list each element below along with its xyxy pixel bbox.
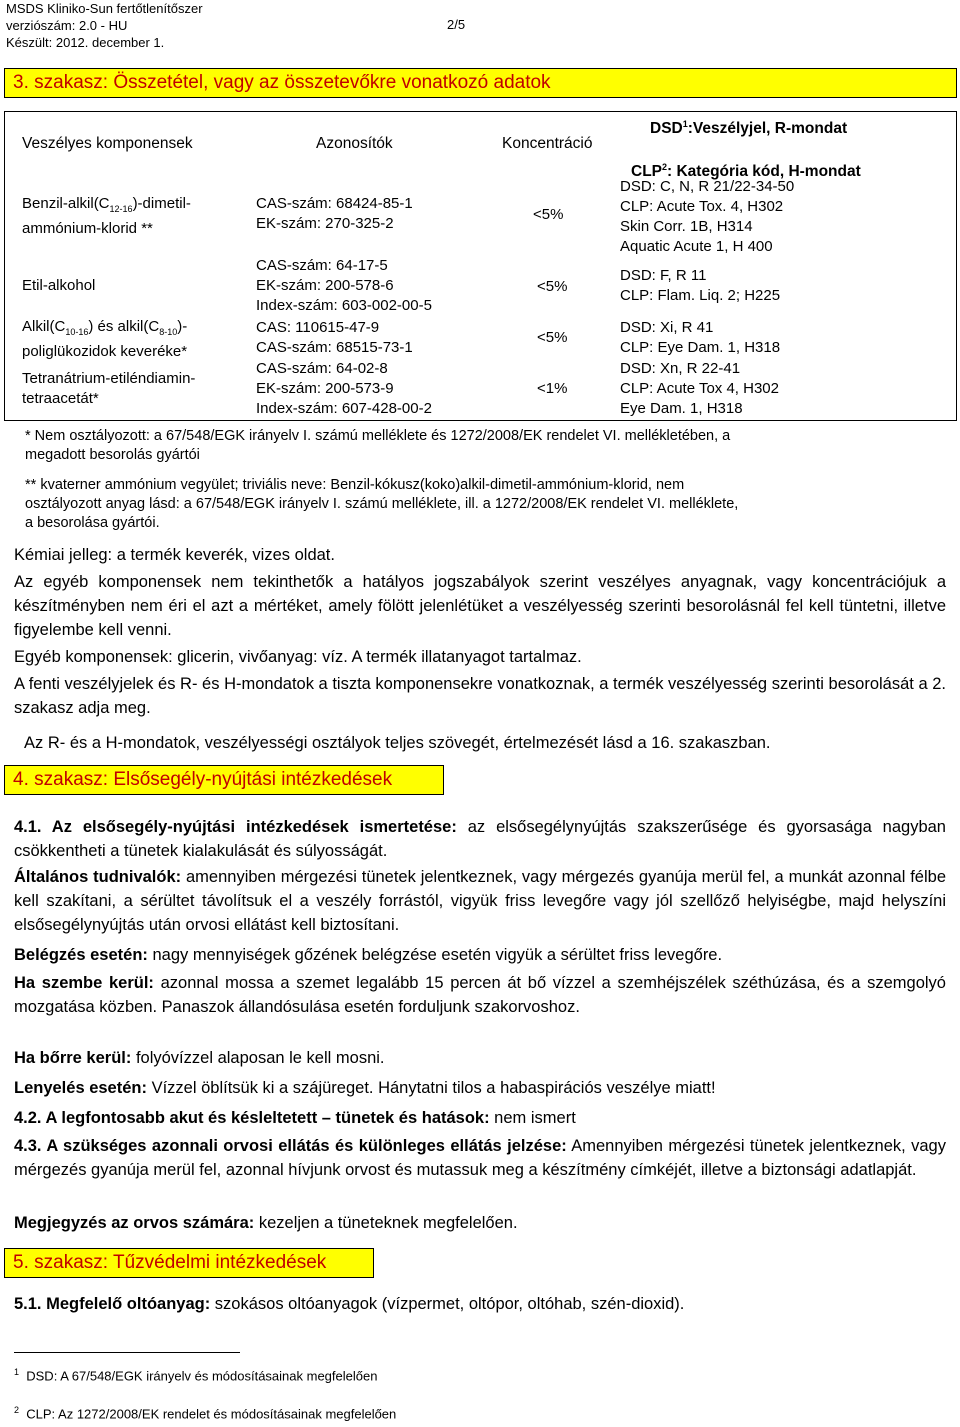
table-row-4-ids: CAS-szám: 64-02-8 EK-szám: 200-573-9 Index-szám: 607-428-00-2 [256,360,432,417]
para-4-3: 4.3. A szükséges azonnali orvosi ellátás és különleges ellátás jelzése: Amennyiben mérgezési tünetek jelentkeznek, vagy mérgezés gyanúja merül fel, azonnal hívjunk orvost és mutassuk meg a készítmény címkéjét, illetve a biztonsági adatlapját. [14,1137,946,1179]
footnote-2: $^2$ CLP: Az 1272/2008/EK rendelet és módosításainak megfelelően [14,1405,397,1422]
table-row-4-class: DSD: Xn, R 22-41 CLP: Acute Tox 4, H302 Eye Dam. 1, H318 [620,360,779,417]
table-row-3-ids: CAS: 110615-47-9 CAS-szám: 68515-73-1 [256,319,413,356]
section-5-title: 5. szakasz: Tűzvédelmi intézkedések [13,1252,327,1273]
para-eye: Ha szembe kerül: azonnal mossa a szemet legalább 15 percen át bő vízzel a szemhéjszélek széthúzása, és a szemgolyó mozgatása közben. Panaszok állandósulása esetén forduljunk szakorvoshoz. [14,974,946,1016]
section-4-heading [4,765,444,795]
table-row-1-class: DSD: C, N, R 21/22-34-50 CLP: Acute Tox. 4, H302 Skin Corr. 1B, H314 Aquatic Acute 1, H 400 [620,178,795,255]
table-row-2-ids: CAS-szám: 64-17-5 EK-szám: 200-578-6 Index-szám: 603-002-00-5 [256,257,432,314]
para-ingestion: Lenyelés esetén: Vízzel öblítsük ki a szájüreget. Hánytatni tilos a habaspirációs veszélye miatt! [14,1079,716,1097]
para-inhalation: Belégzés esetén: nagy mennyiségek gőzének belégzése esetén vigyük a sérültet friss levegőre. [14,946,723,964]
section-4-title: 4. szakasz: Elsősegély-nyújtási intézkedések [13,769,393,790]
col-header-ids: Azonosítók [316,135,393,152]
version: verziószám: 2.0 - HU [6,18,128,33]
other-components-note: Az egyéb komponensek nem tekinthetők a hatályos jogszabályok szerint veszélyes anyagnak, vagy koncentrációjuk a készítményben nem éri el azt a mértéket, amely fölött jelenlétüket a veszélyesség szerinti besorolásnál fel kell tüntetni, illetve figyelembe kell venni. [14,573,946,639]
table-row-4-name: Tetranátrium-etiléndiamin- tetraacetát* [22,370,196,407]
para-general: Általános tudnivalók: amennyiben mérgezési tünetek jelentkeznek, vagy mérgezés gyanúja merül fel, a munkát azonnal félbe kell szakítani, a sérültet távolítsuk el a veszély forrástól, vigyük friss levegőre vagy jól szellőző helyiségbe, majd helyszíni elsősegélynyújtás után orvosi ellátást kell biztosítani. [14,868,947,934]
table-row-4-conc: <1% [537,380,568,397]
hazard-note: A fenti veszélyjelek és R- és H-mondatok a tiszta komponensekre vonatkoznak, a termék veszélyesség szerinti besorolását a 2. szakasz adja meg. [14,675,946,717]
page-number: 2/5 [447,17,466,32]
section-5-heading [4,1248,374,1278]
para-5-1: 5.1. Megfelelő oltóanyag: szokásos oltóanyagok (vízpermet, oltópor, oltóhab, szén-dioxid). [14,1295,685,1313]
section-3-title: 3. szakasz: Összetétel, vagy az összetevőkre vonatkozó adatok [13,72,551,93]
section-3-heading [4,68,957,98]
para-doctor-note: Megjegyzés az orvos számára: kezeljen a tüneteknek megfelelően. [14,1214,518,1232]
para-4-1: 4.1. Az elsősegély-nyújtási intézkedések ismertetése: az elsősegélynyújtás szakszerűsége és gyorsasága nagyban csökkentheti a tünetek kialakulását és súlyosságát. [14,818,946,860]
table-row-1-ids: CAS-szám: 68424-85-1 EK-szám: 270-325-2 [256,195,413,232]
col-header-conc: Koncentráció [502,135,593,152]
footnote-1: $^1$ DSD: A 67/548/EGK irányelv és módosításainak megfelelően [14,1367,378,1384]
table-row-3-conc: <5% [537,329,568,346]
table-row-2-class: DSD: F, R 11 CLP: Flam. Liq. 2; H225 [620,267,781,304]
full-text-note: Az R- és a H-mondatok, veszélyességi osztályok teljes szövegét, értelmezését lásd a 16. szakaszban. [24,734,771,752]
note-not-classified: * Nem osztályozott: a 67/548/EGK irányelv I. számú melléklete és 1272/2008/EK rendelet VI. mellékletében, a megadott besorolás gyártói [25,428,731,463]
table-row-3-name: $Alkil(C_{10-16})$ és $alkil(C_{8-10})-$ poliglükozidok keveréke* [22,318,188,360]
product-name: MSDS Kliniko-Sun fertőtlenítőszer [6,1,203,16]
col-header-dsd: DSD$^1$:Veszélyjel, R-mondat [650,119,848,138]
footnote-separator [14,1352,240,1353]
table-row-1-conc: <5% [533,206,564,223]
created-date: Készült: 2012. december 1. [6,35,165,50]
para-4-2: 4.2. A legfontosabb akut és késleltetett – tünetek és hatások: nem ismert [14,1109,576,1127]
other-components: Egyéb komponensek: glicerin, vivőanyag: víz. A termék illatanyagot tartalmaz. [14,648,582,666]
table-row-3-class: DSD: Xi, R 41 CLP: Eye Dam. 1, H318 [620,319,781,356]
col-header-components: Veszélyes komponensek [22,135,193,152]
col-header-clp: CLP$^2$: Kategória kód, H-mondat [631,162,861,181]
table-row-2-conc: <5% [537,278,568,295]
table-row-1-name: Benzil-$alkil(C_{12-16})-dimetil-$ ammónium-klorid ** [22,195,191,237]
table-row-2-name: Etil-alkohol [22,277,96,294]
composition-table [4,111,957,421]
note-quaternary: ** kvaterner ammónium vegyület; triviális neve: Benzil-kókusz(koko)alkil-dimetil-ammónium-klorid, nem osztályozott anyag lásd: a 67/548/EGK irányelv I. számú melléklete, ill. a 1272/2008/EK rendelet VI. melléklete, a besorolása gyártói. [25,477,739,531]
chemical-nature: Kémiai jelleg: a termék keverék, vizes oldat. [14,546,335,564]
para-skin: Ha bőrre kerül: folyóvízzel alaposan le kell mosni. [14,1049,385,1067]
document-header [6,0,203,51]
